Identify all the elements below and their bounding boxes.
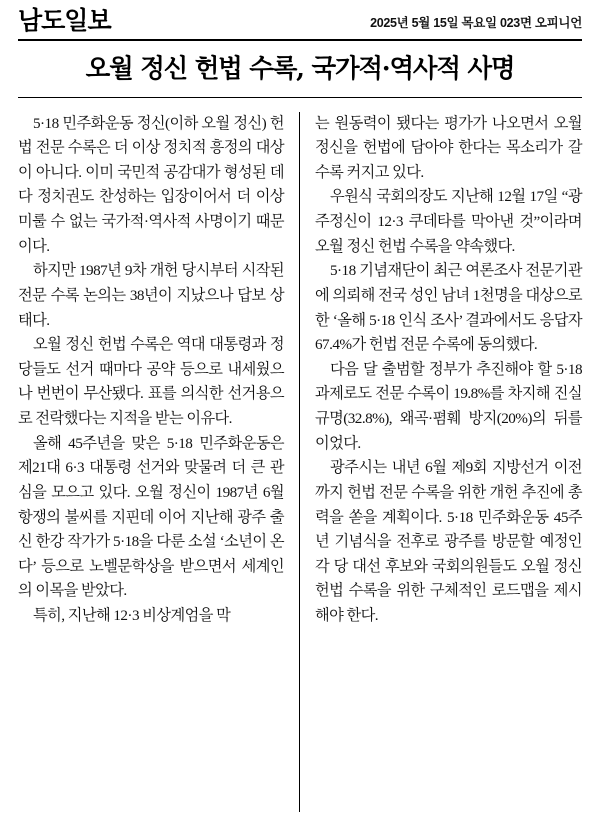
paper-name: 남도일보 bbox=[18, 6, 111, 35]
article-column-right bbox=[300, 112, 582, 812]
paragraph: 는 원동력이 됐다는 평가가 나오면서 오월 정신을 헌법에 담아야 한다는 목소리가 갈수록 커지고 있다. bbox=[315, 114, 582, 181]
paragraph: 하지만 1987년 9차 개헌 당시부터 시작된 전문 수록 논의는 38년이 지났으나 답보 상태다. bbox=[18, 262, 284, 329]
article-headline: 오월 정신 헌법 수록, 국가적·역사적 사명 bbox=[85, 54, 515, 84]
paragraph: 오월 정신 헌법 수록은 역대 대통령과 정당들도 선거 때마다 공약 등으로 내세웠으나 번번이 무산됐다. 표를 의식한 선거용으로 전락했다는 지적을 받는 이유다. bbox=[18, 336, 284, 428]
article-body bbox=[18, 112, 582, 812]
paragraph: 다음 달 출범할 정부가 추진해야 할 5·18 과제로도 전문 수록이 19.8%를 차지해 진실 규명(32.8%), 왜곡·폄훼 방지(20%)의 뒤를 이었다. bbox=[315, 360, 582, 452]
issue-date-line: 2025년 5월 15일 목요일 023면 오피니언 bbox=[370, 16, 582, 30]
article-column-left bbox=[18, 112, 300, 812]
paragraph: 5·18 기념재단이 최근 여론조사 전문기관에 의뢰해 전국 성인 남녀 1천명을 대상으로 한 ‘올해 5·18 인식 조사’ 결과에서도 응답자 67.4%가 헌법 전문 수록에 동의했다. bbox=[315, 262, 582, 354]
masthead-divider bbox=[18, 39, 582, 41]
paragraph: 올해 45주년을 맞은 5·18 민주화운동은 제21대 6·3 대통령 선거와 맞물려 더 큰 관심을 모으고 있다. 오월 정신이 1987년 6월 항쟁의 불씨를 지핀데 이어 지난해 광주 출신 한강 작가가 5·18을 다룬 소설 ‘소년이 온다’ 등으로 노벨문학상을 받으면서 세계인의 이목을 받았다. bbox=[18, 434, 284, 600]
paragraph: 우원식 국회의장도 지난해 12월 17일 “광주정신이 12·3 쿠데타를 막아낸 것”이라며 오월 정신 헌법 수록을 약속했다. bbox=[315, 188, 582, 255]
paragraph: 5·18 민주화운동 정신(이하 오월 정신) 헌법 전문 수록은 더 이상 정치적 흥정의 대상이 아니다. 이미 국민적 공감대가 형성된 데다 정치권도 찬성하는 입장이어서 더 이상 미룰 수 없는 국가적·역사적 사명이기 때문이다. bbox=[18, 114, 284, 255]
paragraph: 특히, 지난해 12·3 비상계엄을 막 bbox=[33, 607, 231, 625]
headline-divider bbox=[18, 97, 582, 98]
paragraph: 광주시는 내년 6월 제9회 지방선거 이전까지 헌법 전문 수록을 위한 개헌 추진에 총력을 쏟을 계획이다. 5·18 민주화운동 45주년 기념식을 전후로 광주를 방문할 예정인 각 당 대선 후보와 국회의원들도 오월 정신 헌법 수록을 위한 구체적인 로드맵을 제시해야 한다. bbox=[315, 459, 582, 625]
masthead bbox=[18, 8, 582, 37]
